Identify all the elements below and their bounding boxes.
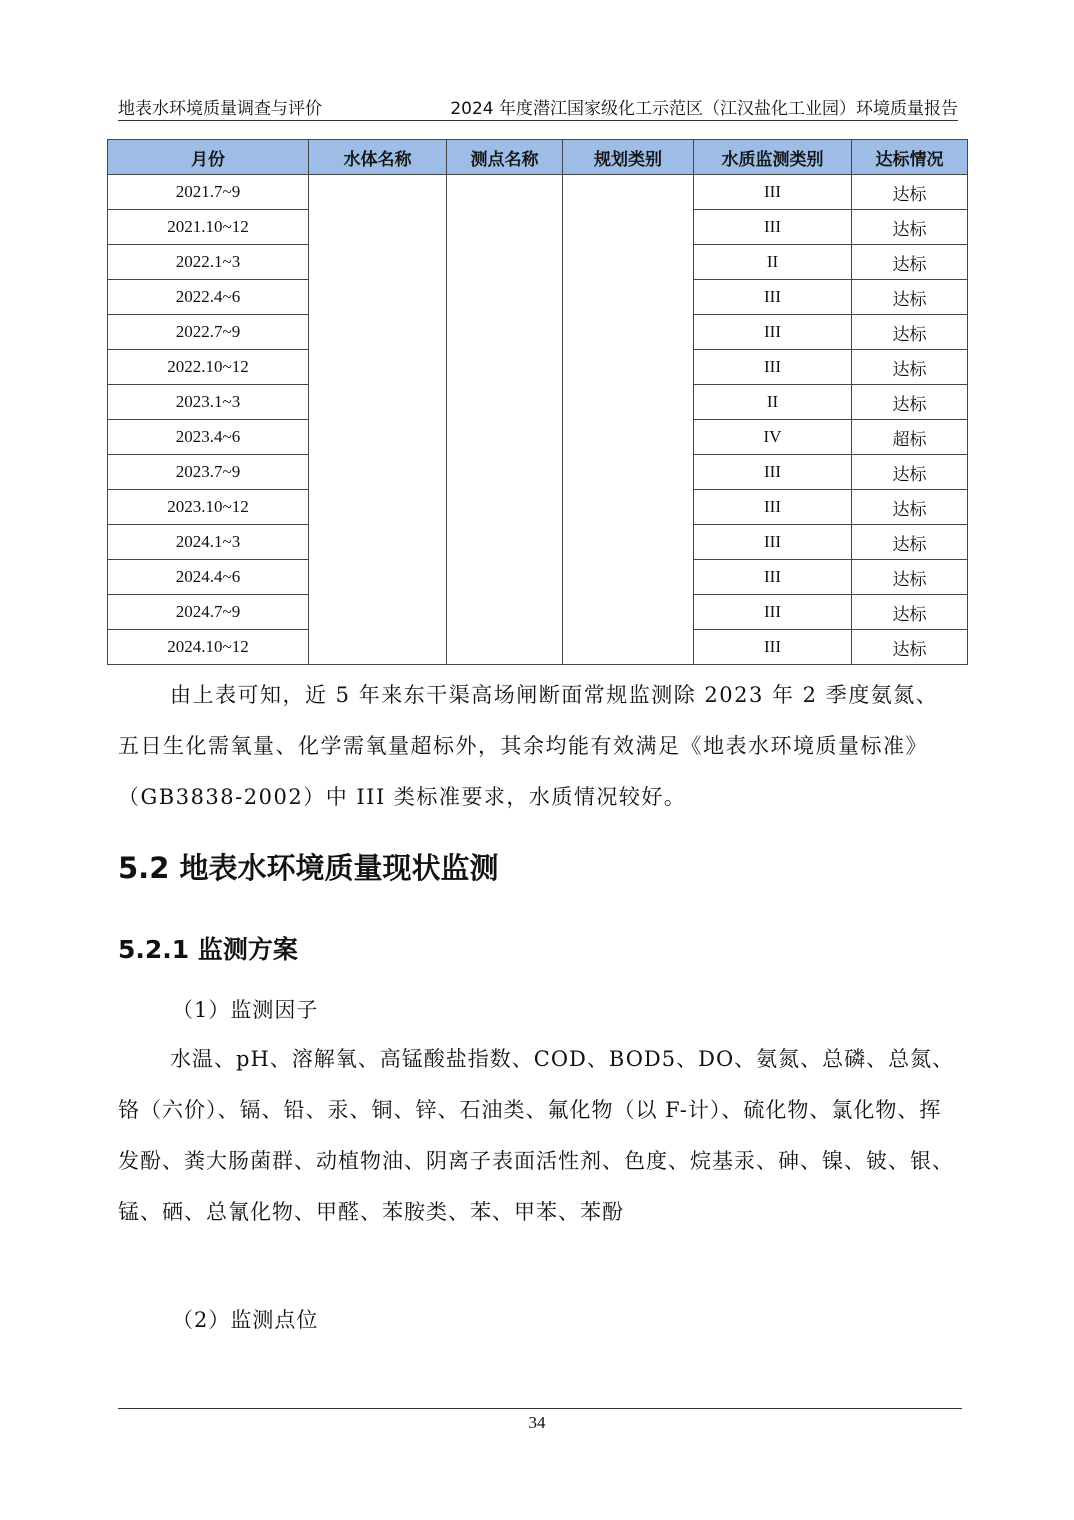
- cell-measured-category: II: [694, 245, 852, 280]
- cell-measured-category: III: [694, 455, 852, 490]
- cell-water-body: [309, 175, 447, 665]
- cell-measured-category: III: [694, 315, 852, 350]
- cell-month: 2022.10~12: [108, 350, 309, 385]
- cell-month: 2022.1~3: [108, 245, 309, 280]
- item1-heading: （1）监测因子: [172, 998, 319, 1022]
- cell-measured-category: III: [694, 630, 852, 665]
- table-body: [108, 175, 968, 665]
- cell-measured-category: III: [694, 350, 852, 385]
- cell-measured-category: III: [694, 175, 852, 210]
- cell-measured-category: III: [694, 210, 852, 245]
- subsection-heading: 5.2.1 监测方案: [118, 935, 298, 964]
- cell-compliance: 达标: [852, 350, 968, 385]
- cell-month: 2023.1~3: [108, 385, 309, 420]
- col-header-compliance: 达标情况: [852, 140, 968, 175]
- cell-month: 2024.4~6: [108, 560, 309, 595]
- cell-compliance: 达标: [852, 525, 968, 560]
- factors-paragraph: 水温、pH、溶解氧、高锰酸盐指数、COD、BOD5、DO、氨氮、总磷、总氮、铬（六价）、镉、铅、汞、铜、锌、石油类、氟化物（以 F-计）、硫化物、氯化物、挥发酚、粪大肠菌群、动植物油、阴离子表面活性剂、色度、烷基汞、砷、镍、铍、银、锰、硒、总氰化物、甲醛、苯胺类、苯、甲苯、苯酚: [118, 1047, 955, 1224]
- cell-month: 2024.7~9: [108, 595, 309, 630]
- page-number: 34: [528, 1413, 546, 1432]
- water-quality-table: [107, 139, 968, 665]
- col-header-measured-category: 水质监测类别: [694, 140, 852, 175]
- cell-compliance: 达标: [852, 280, 968, 315]
- cell-compliance: 达标: [852, 245, 968, 280]
- cell-month: 2023.7~9: [108, 455, 309, 490]
- cell-month: 2021.7~9: [108, 175, 309, 210]
- page-header: [118, 92, 958, 121]
- section-heading: 5.2 地表水环境质量现状监测: [118, 851, 499, 885]
- cell-compliance: 达标: [852, 385, 968, 420]
- header-right-title: 2024 年度潜江国家级化工示范区（江汉盐化工业园）环境质量报告: [450, 99, 958, 119]
- cell-compliance: 达标: [852, 490, 968, 525]
- cell-compliance: 达标: [852, 630, 968, 665]
- cell-station: [447, 175, 563, 665]
- col-header-month: 月份: [108, 140, 309, 175]
- cell-measured-category: III: [694, 560, 852, 595]
- cell-month: 2023.10~12: [108, 490, 309, 525]
- cell-compliance: 达标: [852, 315, 968, 350]
- summary-paragraph: 由上表可知，近 5 年来东干渠高场闸断面常规监测除 2023 年 2 季度氨氮、五日生化需氧量、化学需氧量超标外，其余均能有效满足《地表水环境质量标准》（GB3838-2002）中 III 类标准要求，水质情况较好。: [118, 683, 939, 809]
- col-header-water-body: 水体名称: [309, 140, 447, 175]
- cell-measured-category: III: [694, 490, 852, 525]
- cell-compliance: 达标: [852, 455, 968, 490]
- table-row: [108, 175, 968, 210]
- footer-divider: [118, 1408, 962, 1409]
- cell-measured-category: II: [694, 385, 852, 420]
- col-header-station: 测点名称: [447, 140, 563, 175]
- cell-compliance: 超标: [852, 420, 968, 455]
- cell-compliance: 达标: [852, 175, 968, 210]
- cell-measured-category: IV: [694, 420, 852, 455]
- cell-measured-category: III: [694, 525, 852, 560]
- cell-planned-category: [563, 175, 694, 665]
- item2-heading: （2）监测点位: [172, 1308, 319, 1332]
- cell-month: 2021.10~12: [108, 210, 309, 245]
- cell-measured-category: III: [694, 280, 852, 315]
- table-header-row: [108, 140, 968, 175]
- cell-month: 2022.4~6: [108, 280, 309, 315]
- cell-measured-category: III: [694, 595, 852, 630]
- cell-month: 2022.7~9: [108, 315, 309, 350]
- header-left-title: 地表水环境质量调查与评价: [118, 99, 322, 119]
- cell-compliance: 达标: [852, 560, 968, 595]
- cell-month: 2024.10~12: [108, 630, 309, 665]
- cell-compliance: 达标: [852, 595, 968, 630]
- cell-month: 2023.4~6: [108, 420, 309, 455]
- col-header-planned-category: 规划类别: [563, 140, 694, 175]
- cell-month: 2024.1~3: [108, 525, 309, 560]
- cell-compliance: 达标: [852, 210, 968, 245]
